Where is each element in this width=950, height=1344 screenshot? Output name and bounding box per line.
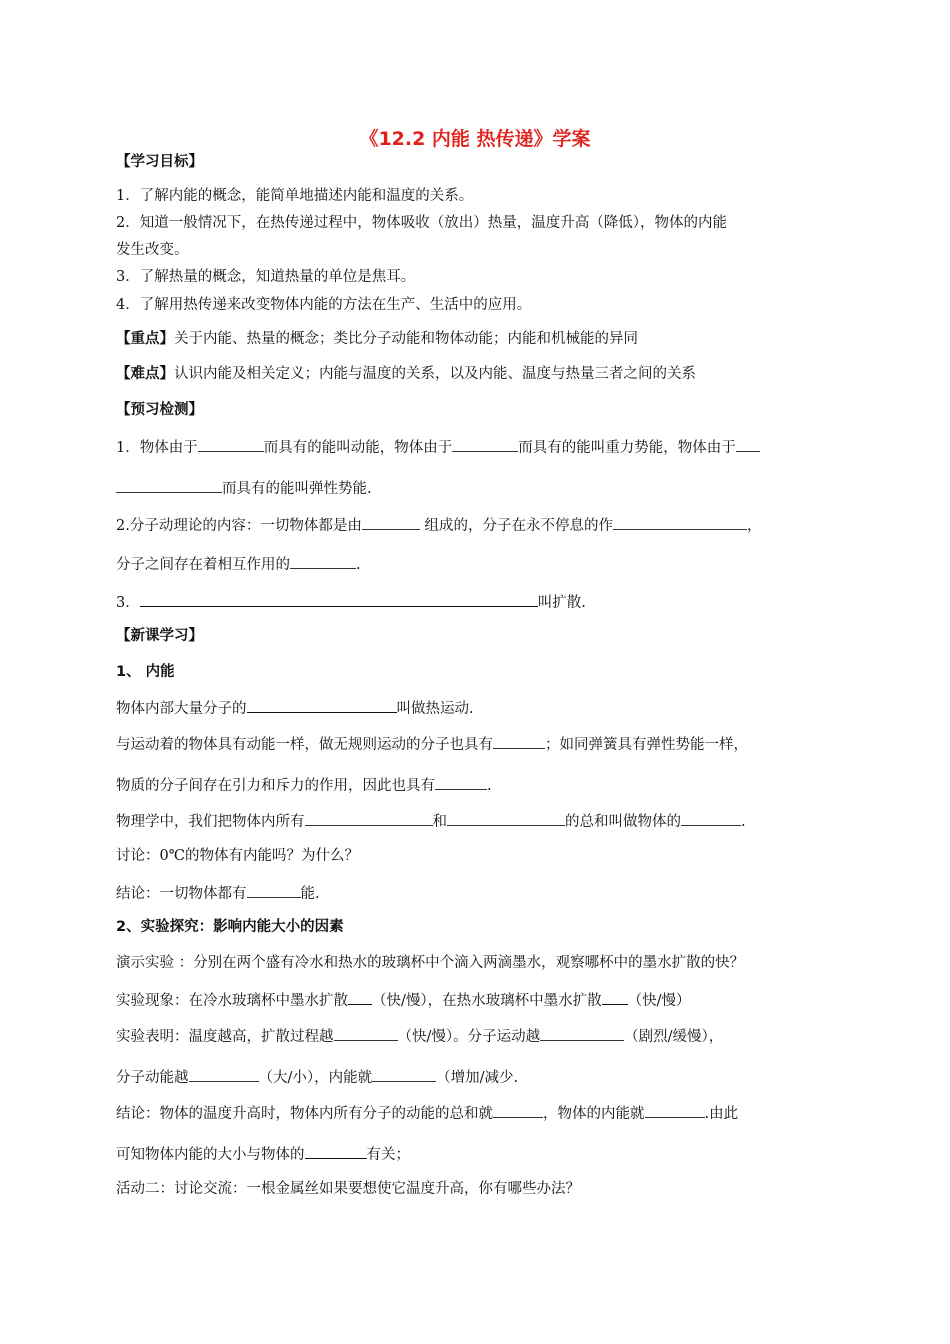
text: 1．物体由于 [116,440,198,456]
section-1-heading: 1、 内能 [116,664,175,680]
lesson-line [116,774,492,796]
text: . [356,557,361,573]
blank [116,477,222,493]
text: ， [746,518,762,534]
difficulties-line [116,364,696,384]
text: 而具有的能叫弹性势能. [222,481,372,497]
result-line [116,1025,723,1047]
blank [452,436,518,452]
text: 实验现象：在冷水玻璃杯中墨水扩散 [116,993,348,1009]
blank [290,553,356,569]
text: 可知物体内能的大小与物体的 [116,1147,305,1163]
preview-q2-line1 [116,514,761,536]
blank [247,882,301,898]
preview-q1-line1 [116,436,760,458]
preview-q2-line2 [116,553,361,575]
text: 物质的分子间存在引力和斥力的作用，因此也具有 [116,778,435,794]
conclusion-line [116,882,320,904]
text: ；如同弹簧具有弹性势能一样， [545,737,748,753]
page-title: 《12.2 内能 热传递》学案 [359,128,591,150]
result-line [116,1066,518,1088]
text: 有关； [366,1147,410,1163]
text: 能. [300,886,320,902]
blank [602,989,628,1005]
preview-heading: 【预习检测】 [116,402,203,418]
text: .由此 [704,1106,739,1122]
blank [645,1102,705,1118]
text: 2.分子动理论的内容：一切物体都是由 [116,518,362,534]
objective-item: 4．了解用热传递来改变物体内能的方法在生产、生活中的应用。 [116,297,532,313]
text: （增加/减少. [436,1070,519,1086]
text: （快/慢）。分子运动越 [397,1029,541,1045]
blank [435,774,487,790]
section-2-heading: 2、实验探究：影响内能大小的因素 [116,919,344,935]
conclusion-line [116,1102,738,1124]
blank [362,514,420,530]
text: 分子之间存在着相互作用的 [116,557,290,573]
text: 和 [432,814,447,830]
keypoints-label: 【重点】 [116,331,174,347]
text: 实验表明：温度越高，扩散过程越 [116,1029,334,1045]
text: 物体内部大量分子的 [116,701,247,717]
lesson-line [116,810,746,832]
objective-item: 3．了解热量的概念，知道热量的单位是焦耳。 [116,269,416,285]
text: 3． [116,595,140,611]
text: ，物体的内能就 [543,1106,645,1122]
text: 的总和叫做物体的 [565,814,681,830]
text: 组成的，分子在永不停息的作 [424,518,613,534]
blank [189,1066,259,1082]
text: . [487,778,492,794]
blank [334,1025,398,1041]
objective-item: 1．了解内能的概念，能简单地描述内能和温度的关系。 [116,188,474,204]
blank [305,1143,367,1159]
text: 物理学中，我们把物体内所有 [116,814,305,830]
text: 结论：一切物体都有 [116,886,247,902]
text: 分子动能越 [116,1070,189,1086]
text: 叫扩散. [537,595,586,611]
discussion-line: 讨论：0℃的物体有内能吗？为什么？ [116,848,359,864]
blank [493,733,545,749]
text: 而具有的能叫重力势能，物体由于 [518,440,736,456]
blank [372,1066,436,1082]
text: （快/慢） [627,993,691,1009]
conclusion-line [116,1143,410,1165]
blank [140,591,538,607]
new-lesson-heading: 【新课学习】 [116,628,203,644]
blank [493,1102,543,1118]
blank [348,989,372,1005]
demo-line: 演示实验 ：分别在两个盛有冷水和热水的玻璃杯中个滴入两滴墨水，观察哪杯中的墨水扩散的快？ [116,955,745,971]
blank [681,810,741,826]
blank [305,810,433,826]
text: 而具有的能叫动能，物体由于 [263,440,453,456]
objectives-heading: 【学习目标】 [116,154,203,170]
difficulties-text: 认识内能及相关定义；内能与温度的关系，以及内能、温度与热量三者之间的关系 [174,366,696,382]
lesson-line [116,697,474,719]
difficulties-label: 【难点】 [116,366,174,382]
preview-q3 [116,591,586,613]
text: . [741,814,746,830]
blank [613,514,747,530]
text: 与运动着的物体具有动能一样，做无规则运动的分子也具有 [116,737,493,753]
blank [198,436,264,452]
activity-line: 活动二：讨论交流：一根金属丝如果要想使它温度升高，你有哪些办法？ [116,1181,580,1197]
keypoints-text: 关于内能、热量的概念；类比分子动能和物体动能；内能和机械能的异同 [174,331,638,347]
text: 叫做热运动. [396,701,474,717]
blank [736,436,760,452]
text: （大/小），内能就 [258,1070,373,1086]
objective-item: 2．知道一般情况下，在热传递过程中，物体吸收（放出）热量，温度升高（降低），物体的内能 [116,215,727,231]
text: 结论：物体的温度升高时，物体内所有分子的动能的总和就 [116,1106,493,1122]
blank [447,810,565,826]
blank [247,697,397,713]
phenomenon-line [116,989,691,1011]
keypoints-line [116,329,638,349]
blank [540,1025,624,1041]
text: （快/慢），在热水玻璃杯中墨水扩散 [372,993,602,1009]
lesson-line [116,733,748,755]
objective-item: 发生改变。 [116,242,189,258]
text: （剧烈/缓慢）， [624,1029,724,1045]
preview-q1-line2 [116,477,372,499]
